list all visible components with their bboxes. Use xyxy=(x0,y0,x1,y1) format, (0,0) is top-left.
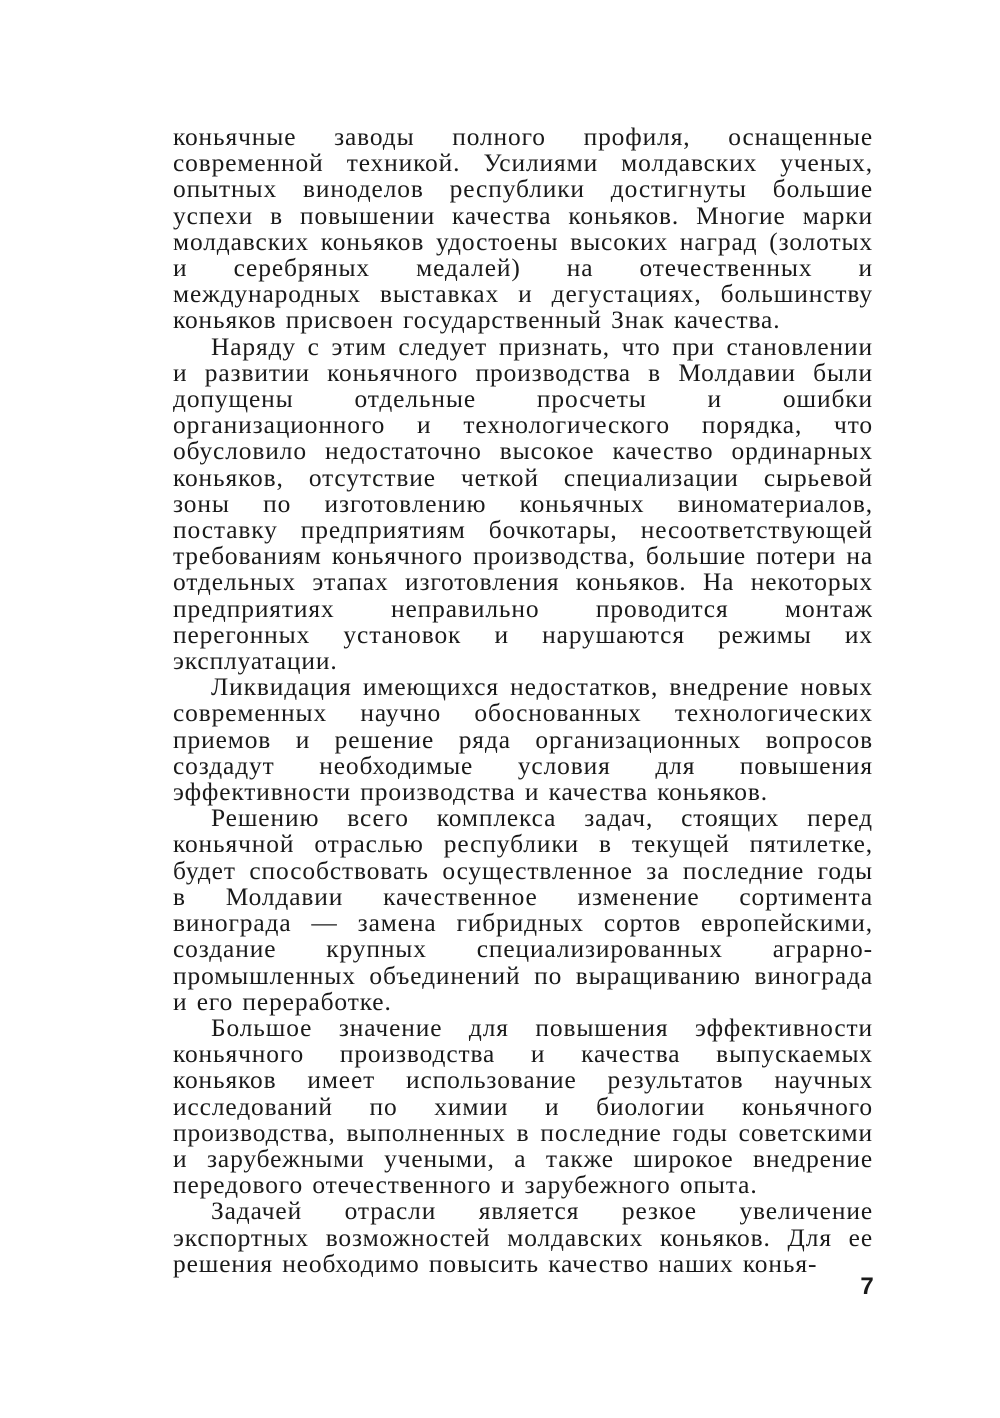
page-number: 7 xyxy=(860,1273,874,1300)
paragraph-4: Решению всего комплекса задач, стоящих перед коньячной отраслью республики в текущей пятилетке, будет способствовать осуществленное за последние годы в Молдавии качественное изменение сортимента винограда — замена гибридных сортов европейскими, создание крупных специализированных аграрно-промышленных объединений по выращиванию винограда и его переработке. xyxy=(173,804,873,1016)
paragraph-1: коньячные заводы полного профиля, оснащенные современной техникой. Усилиями молдавских ученых, опытных виноделов республики достигнуты большие успехи в повышении качества коньяков. Многие марки молдавских коньяков удостоены высоких наград (золотых и серебряных медалей) на отечественных и международных выставках и дегустациях, большинству коньяков присвоен государственный Знак качества. xyxy=(173,123,873,335)
paragraph-5: Большое значение для повышения эффективности коньячного производства и качества выпускаемых коньяков имеет использование результатов научных исследований по химии и биологии коньячного производства, выполненных в последние годы советскими и зарубежными учеными, а также широкое внедрение передового отечественного и зарубежного опыта. xyxy=(173,1013,873,1200)
paragraph-6: Задачей отрасли является резкое увеличение экспортных возможностей молдавских коньяков. Для ее решения необходимо повысить качество наших конья- xyxy=(173,1197,873,1278)
paragraph-2: Наряду с этим следует признать, что при становлении и развитии коньячного производства в Молдавии были допущены отдельные просчеты и ошибки организационного и технологического порядка, что обусловило недостаточно высокое качество ординарных коньяков, отсутствие четкой специализации сырьевой зоны по изготовлению коньячных виноматериалов, поставку предприятиям бочкотары, несоответствующей требованиям коньячного производства, большие потери на отдельных этапах изготовления коньяков. На некоторых предприятиях неправильно проводится монтаж перегонных установок и нарушаются режимы их эксплуатации. xyxy=(173,332,873,676)
paragraph-3: Ликвидация имеющихся недостатков, внедрение новых современных научно обоснованных технологических приемов и решение ряда организационных вопросов создадут необходимые условия для повышения эффективности производства и качества коньяков. xyxy=(173,673,873,807)
body-text xyxy=(173,124,873,1277)
